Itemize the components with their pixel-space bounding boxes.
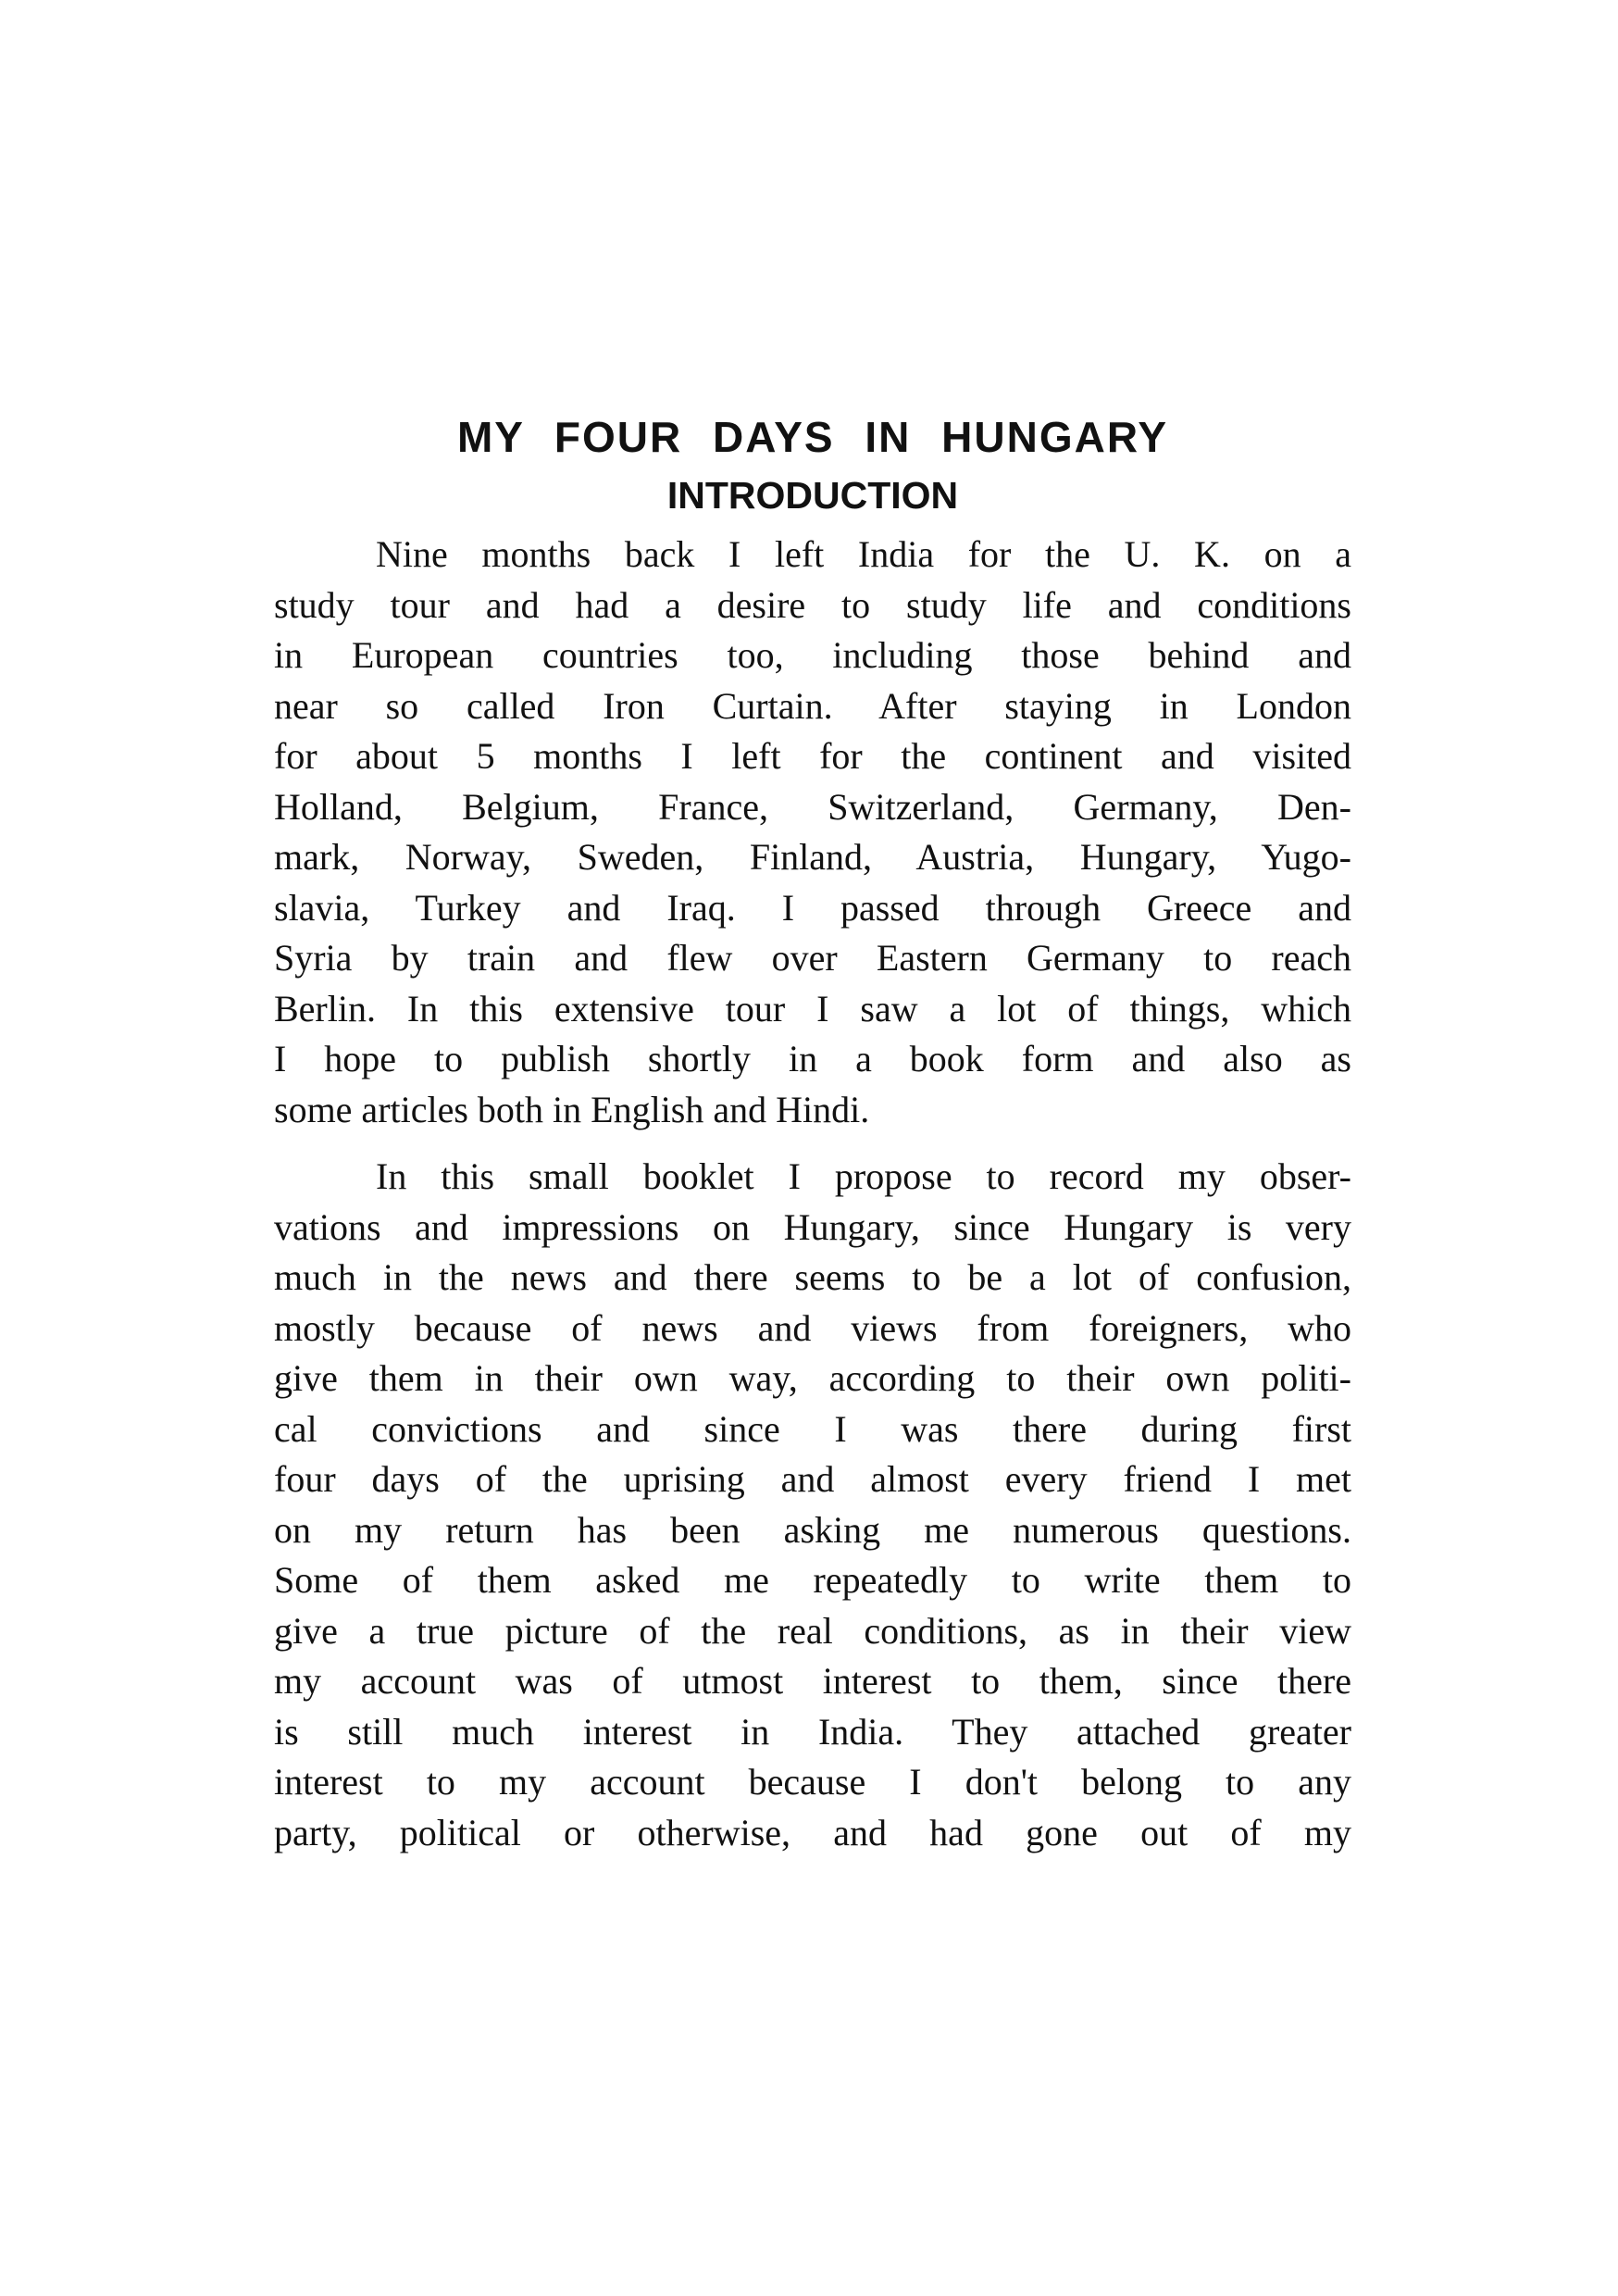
text-line: I hope to publish shortly in a book form and also as (274, 1038, 1351, 1079)
text-line: give them in their own way, according to their own politi- (274, 1357, 1351, 1399)
text-line: interest to my account because I don't belong to any (274, 1761, 1351, 1803)
text-line: in European countries too, including those behind and (274, 634, 1351, 676)
text-line: some articles both in English and Hindi. (274, 1088, 870, 1130)
document-page (274, 407, 1351, 1875)
page-title: MY FOUR DAYS IN HUNGARY (456, 413, 1169, 461)
text-line: Syria by train and flew over Eastern Germany to reach (274, 937, 1351, 979)
text-line: Berlin. In this extensive tour I saw a lot of things, which (274, 987, 1351, 1029)
text-line: cal convictions and since I was there during first (274, 1407, 1351, 1450)
text-line: mostly because of news and views from foreigners, who (274, 1306, 1351, 1349)
text-line: Nine months back I left India for the U. K. on a (376, 533, 1351, 575)
text-line: four days of the uprising and almost every friend I met (274, 1458, 1351, 1500)
section-heading: INTRODUCTION (666, 474, 959, 517)
text-line: is still much interest in India. They attached greater (274, 1710, 1351, 1753)
text-line: Some of them asked me repeatedly to write them to (274, 1559, 1351, 1601)
text-line: my account was of utmost interest to them, since there (274, 1660, 1351, 1702)
text-line: Holland, Belgium, France, Switzerland, Germany, Den- (274, 785, 1351, 828)
text-line: for about 5 months I left for the continent and visited (274, 735, 1351, 777)
text-line: near so called Iron Curtain. After staying in London (274, 684, 1351, 727)
text-line: party, political or otherwise, and had gone out of my (274, 1811, 1351, 1853)
text-line: on my return has been asking me numerous questions. (274, 1508, 1351, 1551)
text-line: mark, Norway, Sweden, Finland, Austria, Hungary, Yugo- (274, 836, 1351, 878)
text-line: slavia, Turkey and Iraq. I passed through Greece and (274, 886, 1351, 929)
text-line: In this small booklet I propose to record my obser- (376, 1155, 1351, 1197)
text-line: vations and impressions on Hungary, since Hungary is very (274, 1205, 1351, 1248)
paragraph-1 (274, 530, 1351, 1135)
text-line: give a true picture of the real conditions, as in their view (274, 1609, 1351, 1652)
text-line: much in the news and there seems to be a lot of confusion, (274, 1256, 1351, 1298)
paragraph-2 (274, 1152, 1351, 1858)
text-line: study tour and had a desire to study life and conditions (274, 583, 1351, 626)
